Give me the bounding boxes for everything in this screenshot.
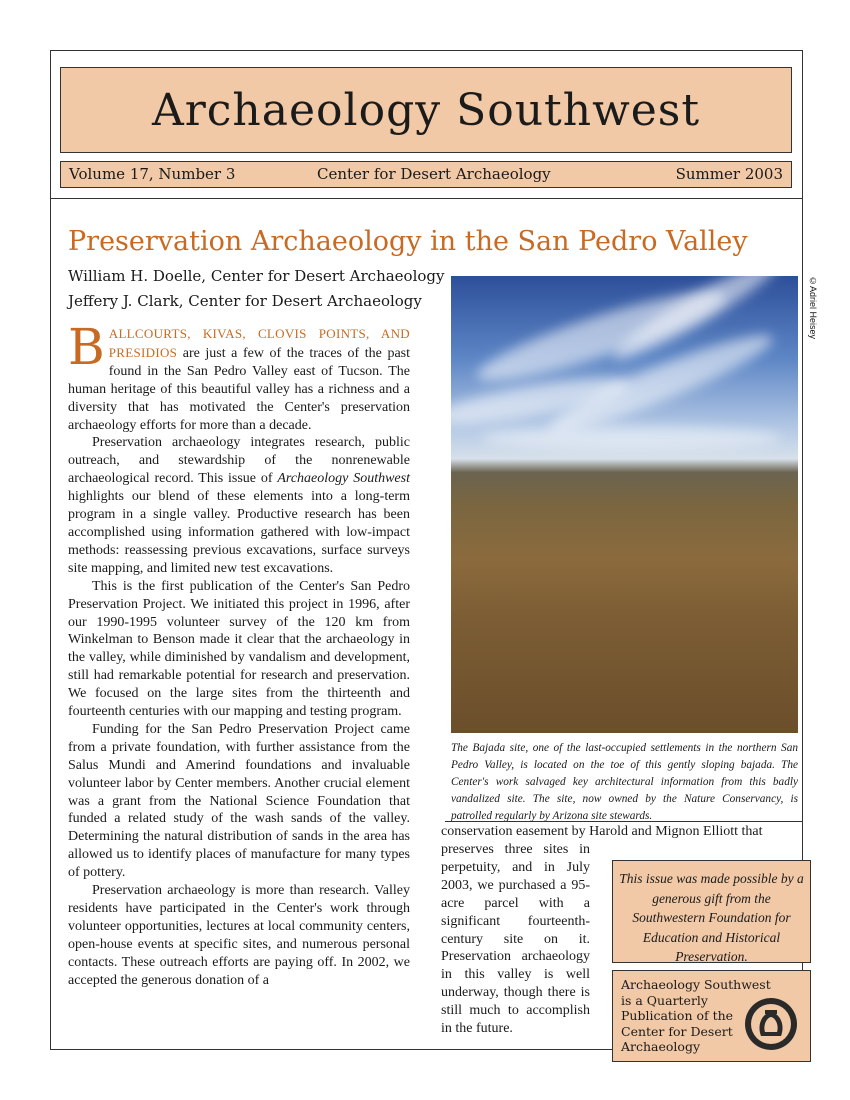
publication-name: Archaeology Southwest <box>277 471 410 487</box>
center-logo-icon <box>743 996 799 1052</box>
publication-line: Archaeology <box>621 1039 701 1054</box>
paragraph-3: This is the first publication of the Center's San Pedro Preservation Project. We initiated this project in 1996, after our 1990-1995 volunteer survey of the 120 km from Winkelman to Benson made it clear that the archaeology in the valley, while diminished by vandalism and development, still had remarkable potential for research and preservation. We focused on the large sites from the thirteenth and fourteenth centuries with our mapping and testing program. <box>68 578 410 720</box>
author-2: Jeffery J. Clark, Center for Desert Archaeology <box>68 292 422 310</box>
publication-line: Archaeology Southwest <box>621 977 771 992</box>
paragraph-5: Preservation archaeology is more than research. Valley residents have participated in the Center's work through volunteer opportunities, lectures at local community centers, open-house events at specific sites, and numerous personal contacts. These outreach efforts are paying off. In 2002, we accepted the generous donation of a <box>68 883 410 988</box>
photo-credit: ©Adriel Heisey <box>808 276 818 340</box>
sponsor-box: This issue was made possible by a generous gift from the Southwestern Foundation for Education and Historical Preservation. <box>612 860 811 963</box>
publisher-label: Center for Desert Archaeology <box>317 165 551 183</box>
season-label: Summer 2003 <box>675 165 783 183</box>
author-1: William H. Doelle, Center for Desert Archaeology <box>68 267 445 285</box>
photo-caption: The Bajada site, one of the last-occupied settlements in the northern San Pedro Valley, is located on the toe of this gently sloping bajada. The Center's work salvaged key architectural information from this badly vandalized site. The site, now owned by the Nature Conservancy, is patrolled regularly by Arizona site stewards. <box>451 742 798 822</box>
caption-rule <box>445 821 802 822</box>
paragraph-4: Funding for the San Pedro Preservation Project came from a private foundation, with further assistance from the Salus Mundi and Amerind foundations and invaluable volunteer labor by Center members. Another crucial element was a grant from the National Science Foundation that funded a related study of the wash sands of the valley. Determining the natural distribution of sands in the area has allowed us to identify places of manufacture for many types of pottery. <box>68 721 410 881</box>
publication-line: Publication of the <box>621 1008 734 1023</box>
newsletter-title: Archaeology Southwest <box>151 85 701 136</box>
issue-bar <box>60 161 792 188</box>
publication-line: is a Quarterly <box>621 992 708 1008</box>
drop-cap: B <box>68 318 105 376</box>
paragraph-2: Preservation archaeology integrates research, public outreach, and stewardship of the nonrenewable archaeological record. This issue of Archaeology Southwest highlights our blend of these elements into a long-term program in a single valley. Productive research has been accomplished using information gathered with low-impact methods: reassessing previous excavations, surface surveys site mapping, and limited new test excavations. <box>68 435 410 576</box>
paragraph-1-text: are just a few of the traces of the past found in the San Pedro Valley east of Tucson. The human heritage of this beautiful valley has a richness and a diversity that has motivated the Center's preservation archaeology efforts for more than a decade. <box>68 345 410 433</box>
lead-in-caps: ALLCOURTS, KIVAS, CLOVIS POINTS, AND PRESIDIOS <box>108 326 410 360</box>
article-title: Preservation Archaeology in the San Pedro Valley <box>68 226 748 257</box>
publication-line: Center for Desert <box>621 1023 733 1039</box>
continued-text-narrow: preserves three sites in perpetuity, and in July 2003, we purchased a 95-acre parcel with a significant fourteenth-century site on it. Preservation archaeology in this valley is well underway, though there is still much to accomplish in the future. <box>441 842 590 1037</box>
header-rule <box>50 198 803 199</box>
continued-text-wide: conservation easement by Harold and Mignon Elliott that <box>441 824 763 839</box>
paragraph-1 <box>68 318 410 434</box>
masthead <box>60 67 792 153</box>
article-body-left <box>68 318 410 990</box>
volume-label: Volume 17, Number 3 <box>69 165 236 183</box>
aerial-photo <box>451 276 798 733</box>
